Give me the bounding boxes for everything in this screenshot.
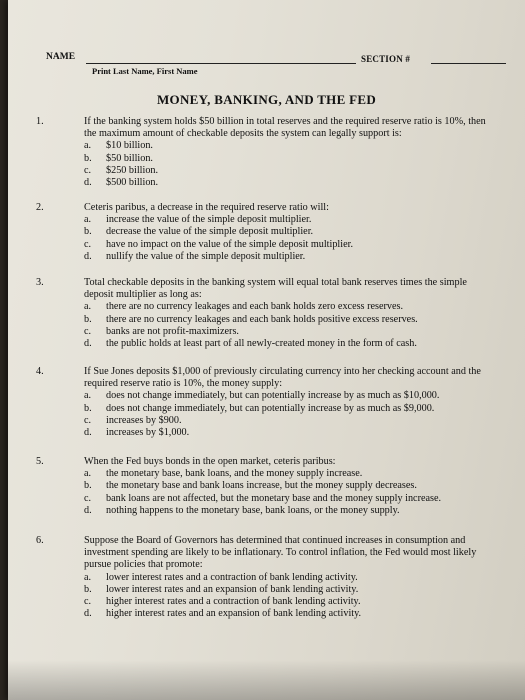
section-line [431, 63, 506, 64]
question-number: 4. [36, 366, 44, 377]
option-text: have no impact on the value of the simple deposit multiplier. [106, 238, 353, 250]
option-letter: b. [84, 402, 92, 414]
option-a [36, 572, 496, 584]
option-letter: a. [84, 301, 92, 313]
option-text: the monetary base and bank loans increase, but the money supply decreases. [106, 480, 417, 492]
option-letter: d. [84, 337, 92, 349]
option-b [36, 584, 496, 596]
option-text: higher interest rates and an expansion of bank lending activity. [106, 608, 362, 620]
question-2 [36, 202, 496, 263]
option-letter: a. [84, 571, 92, 583]
option-letter: c. [84, 164, 92, 176]
option-text: higher interest rates and a contraction of bank lending activity. [106, 595, 361, 607]
option-text: the monetary base, bank loans, and the money supply increase. [106, 468, 363, 480]
option-c [36, 326, 496, 338]
option-text: does not change immediately, but can potentially increase by as much as $9,000. [106, 402, 435, 414]
option-text: $50 billion. [106, 152, 153, 164]
option-text: lower interest rates and a contraction of bank lending activity. [106, 571, 358, 583]
option-text: $10 billion. [106, 140, 153, 152]
question-stem: If the banking system holds $50 billion in total reserves and the required reserve ratio is 10%, then the maximum amount of checkable deposits the system can legally support is: [84, 116, 486, 140]
question-number: 6. [36, 535, 44, 546]
option-letter: d. [84, 608, 92, 620]
option-letter: d. [84, 176, 92, 188]
question-stem: Ceteris paribus, a decrease in the required reserve ratio will: [84, 202, 329, 213]
option-text: $500 billion. [106, 176, 159, 188]
worksheet-page [8, 0, 525, 700]
option-letter: a. [84, 468, 92, 480]
question-number: 3. [36, 277, 44, 288]
option-letter: c. [84, 492, 92, 504]
option-c [36, 415, 496, 427]
question-number: 2. [36, 202, 44, 213]
question-5 [36, 456, 496, 517]
option-letter: a. [84, 390, 92, 402]
option-c [36, 493, 496, 505]
option-text: does not change immediately, but can potentially increase by as much as $10,000. [106, 390, 440, 402]
option-letter: c. [84, 238, 92, 250]
option-letter: b. [84, 313, 92, 325]
option-letter: b. [84, 226, 92, 238]
question-stem: If Sue Jones deposits $1,000 of previously circulating currency into her checking account and the required reserve ratio is 10%, the money supply: [84, 366, 481, 390]
option-d [36, 505, 496, 517]
option-d [36, 427, 496, 439]
option-letter: c. [84, 325, 92, 337]
section-label: SECTION # [361, 54, 411, 64]
option-d [36, 177, 496, 189]
question-6 [36, 535, 496, 620]
question-stem: When the Fed buys bonds in the open market, ceteris paribus: [84, 456, 336, 467]
option-a [36, 214, 496, 226]
option-b [36, 403, 496, 415]
option-c [36, 596, 496, 608]
option-c [36, 239, 496, 251]
option-letter: d. [84, 504, 92, 516]
option-text: there are no currency leakages and each bank holds zero excess reserves. [106, 301, 403, 313]
question-stem: Total checkable deposits in the banking system will equal total bank reserves times the simple deposit multiplier as long as: [84, 277, 467, 301]
name-instruction: Print Last Name, First Name [92, 66, 198, 76]
option-letter: b. [84, 152, 92, 164]
name-label: NAME [46, 52, 76, 62]
option-b [36, 314, 496, 326]
page-title: MONEY, BANKING, AND THE FED [156, 92, 377, 107]
option-a [36, 301, 496, 313]
option-a [36, 390, 496, 402]
option-d [36, 251, 496, 263]
option-text: the public holds at least part of all newly-created money in the form of cash. [106, 337, 417, 349]
question-4 [36, 366, 496, 439]
question-number: 5. [36, 456, 44, 467]
option-letter: c. [84, 414, 92, 426]
question-1 [36, 116, 496, 189]
option-text: there are no currency leakages and each bank holds positive excess reserves. [106, 313, 418, 325]
option-text: increases by $900. [106, 414, 182, 426]
option-text: decrease the value of the simple deposit multiplier. [106, 226, 314, 238]
option-c [36, 165, 496, 177]
option-letter: b. [84, 583, 92, 595]
question-stem: Suppose the Board of Governors has determined that continued increases in consumption and investment spending are likely to be inflationary. To control inflation, the Fed would most likely pursue policies that promote: [84, 535, 477, 571]
option-text: banks are not profit-maximizers. [106, 325, 239, 337]
name-line [86, 63, 356, 64]
option-text: $250 billion. [106, 164, 159, 176]
option-b [36, 153, 496, 165]
option-b [36, 226, 496, 238]
option-letter: a. [84, 214, 92, 226]
option-d [36, 338, 496, 350]
option-text: increases by $1,000. [106, 426, 190, 438]
option-d [36, 608, 496, 620]
option-text: nullify the value of the simple deposit multiplier. [106, 250, 306, 262]
option-text: nothing happens to the monetary base, bank loans, or the money supply. [106, 504, 400, 516]
option-a [36, 140, 496, 152]
option-text: increase the value of the simple deposit multiplier. [106, 214, 312, 226]
option-text: bank loans are not affected, but the monetary base and the money supply increase. [106, 492, 442, 504]
option-b [36, 480, 496, 492]
question-3 [36, 277, 496, 350]
option-text: lower interest rates and an expansion of bank lending activity. [106, 583, 359, 595]
option-letter: b. [84, 480, 92, 492]
option-letter: d. [84, 426, 92, 438]
option-letter: c. [84, 595, 92, 607]
option-a [36, 468, 496, 480]
option-letter: d. [84, 250, 92, 262]
question-number: 1. [36, 116, 44, 127]
option-letter: a. [84, 140, 92, 152]
